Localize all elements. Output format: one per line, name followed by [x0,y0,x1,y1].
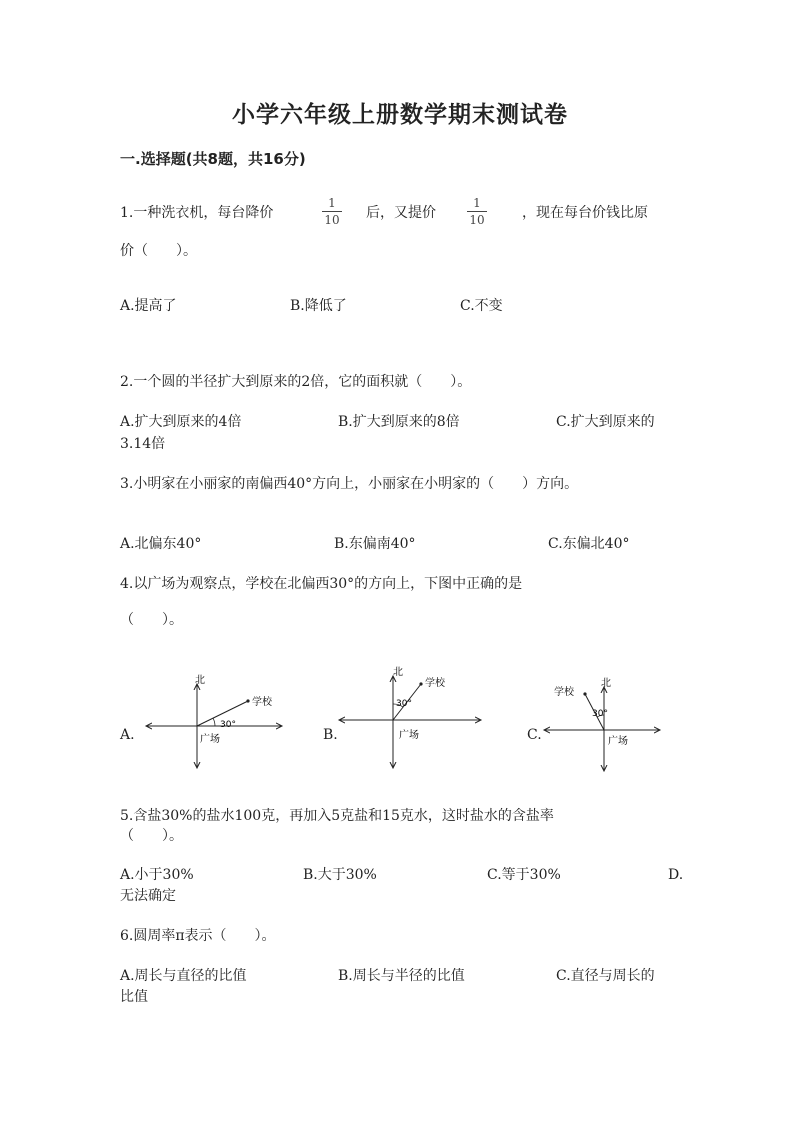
angle-label: 30° [396,699,412,709]
fraction-numerator: 1 [328,196,336,210]
fraction-1-10 [322,196,342,227]
option-c[interactable]: C. [527,727,542,743]
compass-diagram-b[interactable] [335,664,485,772]
school-label: 学校 [554,687,574,698]
option-c[interactable]: C.扩大到原来的 [556,414,655,430]
q4-text-b: （ ）。 [120,612,183,628]
option-b[interactable]: B. [323,727,338,743]
option-c-continued: 3.14倍 [120,436,166,452]
option-d[interactable]: D. [668,867,684,883]
north-label: 北 [195,675,205,686]
q3-text: 3.小明家在小丽家的南偏西40°方向上，小丽家在小明家的（ ）方向。 [120,476,579,492]
section-heading: 一.选择题(共8题，共16分) [120,150,306,168]
compass-diagram-a[interactable] [140,668,290,772]
angle-label: 30° [220,720,236,730]
page-title: 小学六年级上册数学期末测试卷 [232,101,568,128]
option-b[interactable]: B.周长与半径的比值 [338,968,465,984]
option-b[interactable]: B.东偏南40° [334,536,416,552]
fraction-denominator: 10 [469,213,485,227]
option-d-continued: 无法确定 [120,888,176,904]
q5-text-b: （ ）。 [120,828,183,844]
north-label: 北 [393,667,403,678]
option-b[interactable]: B.扩大到原来的8倍 [338,414,460,430]
q1-text-d: 价（ ）。 [120,243,197,259]
fraction-denominator: 10 [324,213,340,227]
option-c[interactable]: C.等于30% [487,867,561,883]
q1-text-c: ，现在每台价钱比原 [522,205,648,221]
angle-label: 30° [592,709,608,719]
fraction-bar [467,211,487,212]
school-label: 学校 [425,678,445,689]
square-label: 广场 [399,730,419,741]
q1-text-b: 后，又提价 [366,205,436,221]
q1-text-a: 1.一种洗衣机，每台降价 [120,205,274,221]
option-a[interactable]: A.小于30% [120,867,194,883]
option-c-continued: 比值 [120,989,148,1005]
q6-text: 6.圆周率π表示（ ）。 [120,928,276,944]
option-b[interactable]: B.降低了 [290,298,347,314]
fraction-numerator: 1 [473,196,481,210]
compass-diagram-c[interactable] [540,673,665,775]
option-c[interactable]: C.不变 [460,298,503,314]
north-label: 北 [601,678,611,689]
q4-text: 4.以广场为观察点，学校在北偏西30°的方向上，下图中正确的是 [120,576,523,592]
q2-text: 2.一个圆的半径扩大到原来的2倍，它的面积就（ ）。 [120,374,472,390]
option-b[interactable]: B.大于30% [303,867,377,883]
option-a[interactable]: A. [120,727,135,743]
option-c[interactable]: C.东偏北40° [548,536,630,552]
option-a[interactable]: A.提高了 [120,298,177,314]
option-c[interactable]: C.直径与周长的 [556,968,655,984]
option-a[interactable]: A.北偏东40° [120,536,202,552]
q5-text: 5.含盐30%的盐水100克，再加入5克盐和15克水，这时盐水的含盐率 [120,808,554,824]
option-a[interactable]: A.周长与直径的比值 [120,968,247,984]
fraction-1-10 [467,196,487,227]
option-a[interactable]: A.扩大到原来的4倍 [120,414,242,430]
square-label: 广场 [608,736,628,747]
school-label: 学校 [252,697,272,708]
fraction-bar [322,211,342,212]
square-label: 广场 [200,734,220,745]
